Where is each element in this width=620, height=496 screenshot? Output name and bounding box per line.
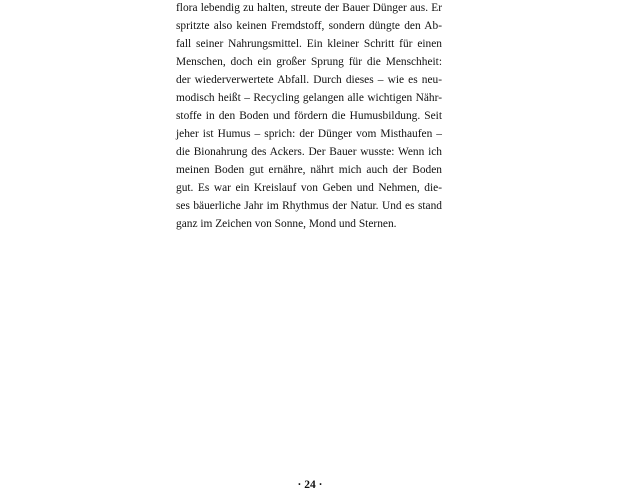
text-line-13: ganz im Zeichen von Sonne, Mond und Sternen. xyxy=(176,218,397,230)
text-line-1: flora lebendig zu halten, streute der Bauer Dünger aus. Er xyxy=(176,2,442,14)
page-number: · 24 · xyxy=(297,479,323,491)
text-line-10: meinen Boden gut ernähre, nährt mich auch der Boden xyxy=(176,164,442,176)
text-line-5: der wiederverwertete Abfall. Durch dieses – wie es neu- xyxy=(176,74,442,86)
text-line-8: jeher ist Humus – sprich: der Dünger vom Misthaufen – xyxy=(176,128,442,140)
text-line-2: spritzte also keinen Fremdstoff, sondern düngte den Ab- xyxy=(176,20,442,32)
text-line-3: fall seiner Nahrungsmittel. Ein kleiner Schritt für einen xyxy=(176,38,442,50)
text-line-7: stoffe in den Boden und fördern die Humusbildung. Seit xyxy=(176,110,442,122)
text-line-9: die Bionahrung des Ackers. Der Bauer wusste: Wenn ich xyxy=(176,146,442,158)
text-line-4: Menschen, doch ein großer Sprung für die Menschheit: xyxy=(176,56,442,68)
text-line-12: ses bäuerliche Jahr im Rhythmus der Natur. Und es stand xyxy=(176,200,442,212)
text-line-6: modisch heißt – Recycling gelangen alle wichtigen Nähr- xyxy=(176,92,442,104)
text-line-11: gut. Es war ein Kreislauf von Geben und Nehmen, die- xyxy=(176,182,442,194)
body-text xyxy=(176,0,442,233)
